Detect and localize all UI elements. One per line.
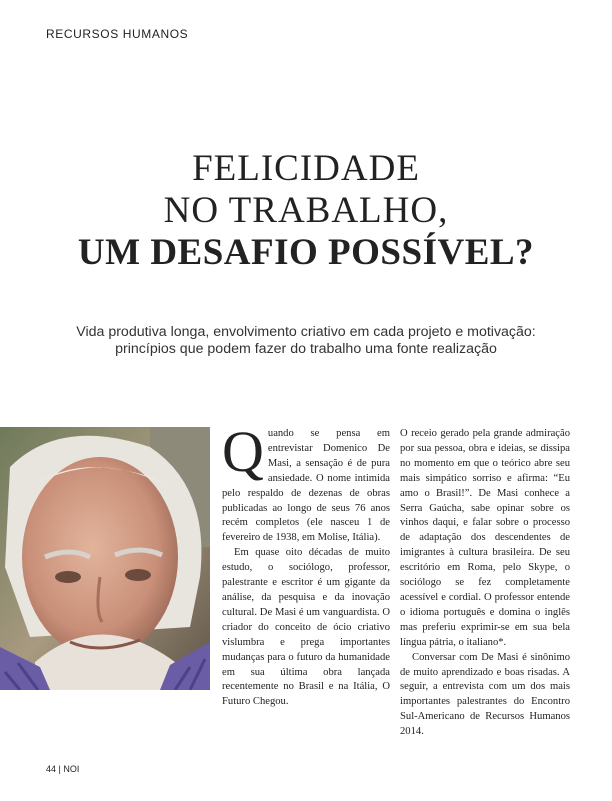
page-footer: 44 | NOI	[46, 764, 80, 774]
paragraph-3-continued: O receio gerado pela grande admiração por sua pessoa, obra e ideias, se dissipa no momento em que o teórico abre seu mais simpático sorriso e afirma: “Eu amo o Brasil!”. De Masi conhece a Serra Gaúcha, sabe opinar sobre os vinhos daqui, e falar sobre o processo de adaptação dos descendentes de imigrantes à cultura brasileira. De seu escritório em Roma, pelo Skype, o sociólogo se fez completamente acessível e cordial. O professor entende o idioma português e domina o inglês mas preferiu exprimir-se em sua bela língua pátria, o italiano*.	[400, 428, 570, 648]
portrait-photo	[0, 427, 210, 690]
section-label: RECURSOS HUMANOS	[46, 27, 189, 41]
title-line-3: UM DESAFIO POSSÍVEL?	[77, 232, 535, 273]
title-line-1: FELICIDADE	[192, 148, 420, 189]
article-title	[0, 148, 612, 274]
paragraph-2: Em quase oito décadas de muito estudo, o sociólogo, professor, palestrante e escritor é um gigante da análise, da pesquisa e da inovação cultural. De Masi é um vanguardista. O criador do conceito de ócio criativo vislumbra e prega importantes mudanças para o futuro da humanidade em sua última obra lançada recentemente no Brasil e na Itália, O Futuro Chegou.	[222, 547, 390, 708]
article-column-2	[400, 427, 570, 740]
subtitle-line-2: princípios que podem fazer do trabalho uma fonte realização	[115, 341, 497, 357]
subtitle-line-1: Vida produtiva longa, envolvimento criativo em cada projeto e motivação:	[76, 324, 536, 340]
article-column-1	[222, 419, 390, 710]
drop-cap: Q	[222, 419, 264, 484]
paragraph-4: Conversar com De Masi é sinônimo de muito aprendizado e boas risadas. A seguir, a entrevista com um dos mais importantes palestrantes do Encontro Sul-Americano de Recursos Humanos 2014.	[400, 651, 570, 738]
paragraph-1	[222, 419, 390, 546]
title-line-2: NO TRABALHO,	[163, 190, 449, 231]
portrait-illustration	[0, 427, 210, 690]
paragraph-1-text: uando se pensa em entrevistar Domenico De Masi, a sensação é de pura ansiedade. O nome intimida pelo respaldo de dezenas de obras publicadas ao longo de seus 76 anos recém completos (ele nasceu 1 de fevereiro de 1938, em Molise, Itália).	[222, 428, 390, 544]
article-subtitle	[40, 324, 572, 358]
